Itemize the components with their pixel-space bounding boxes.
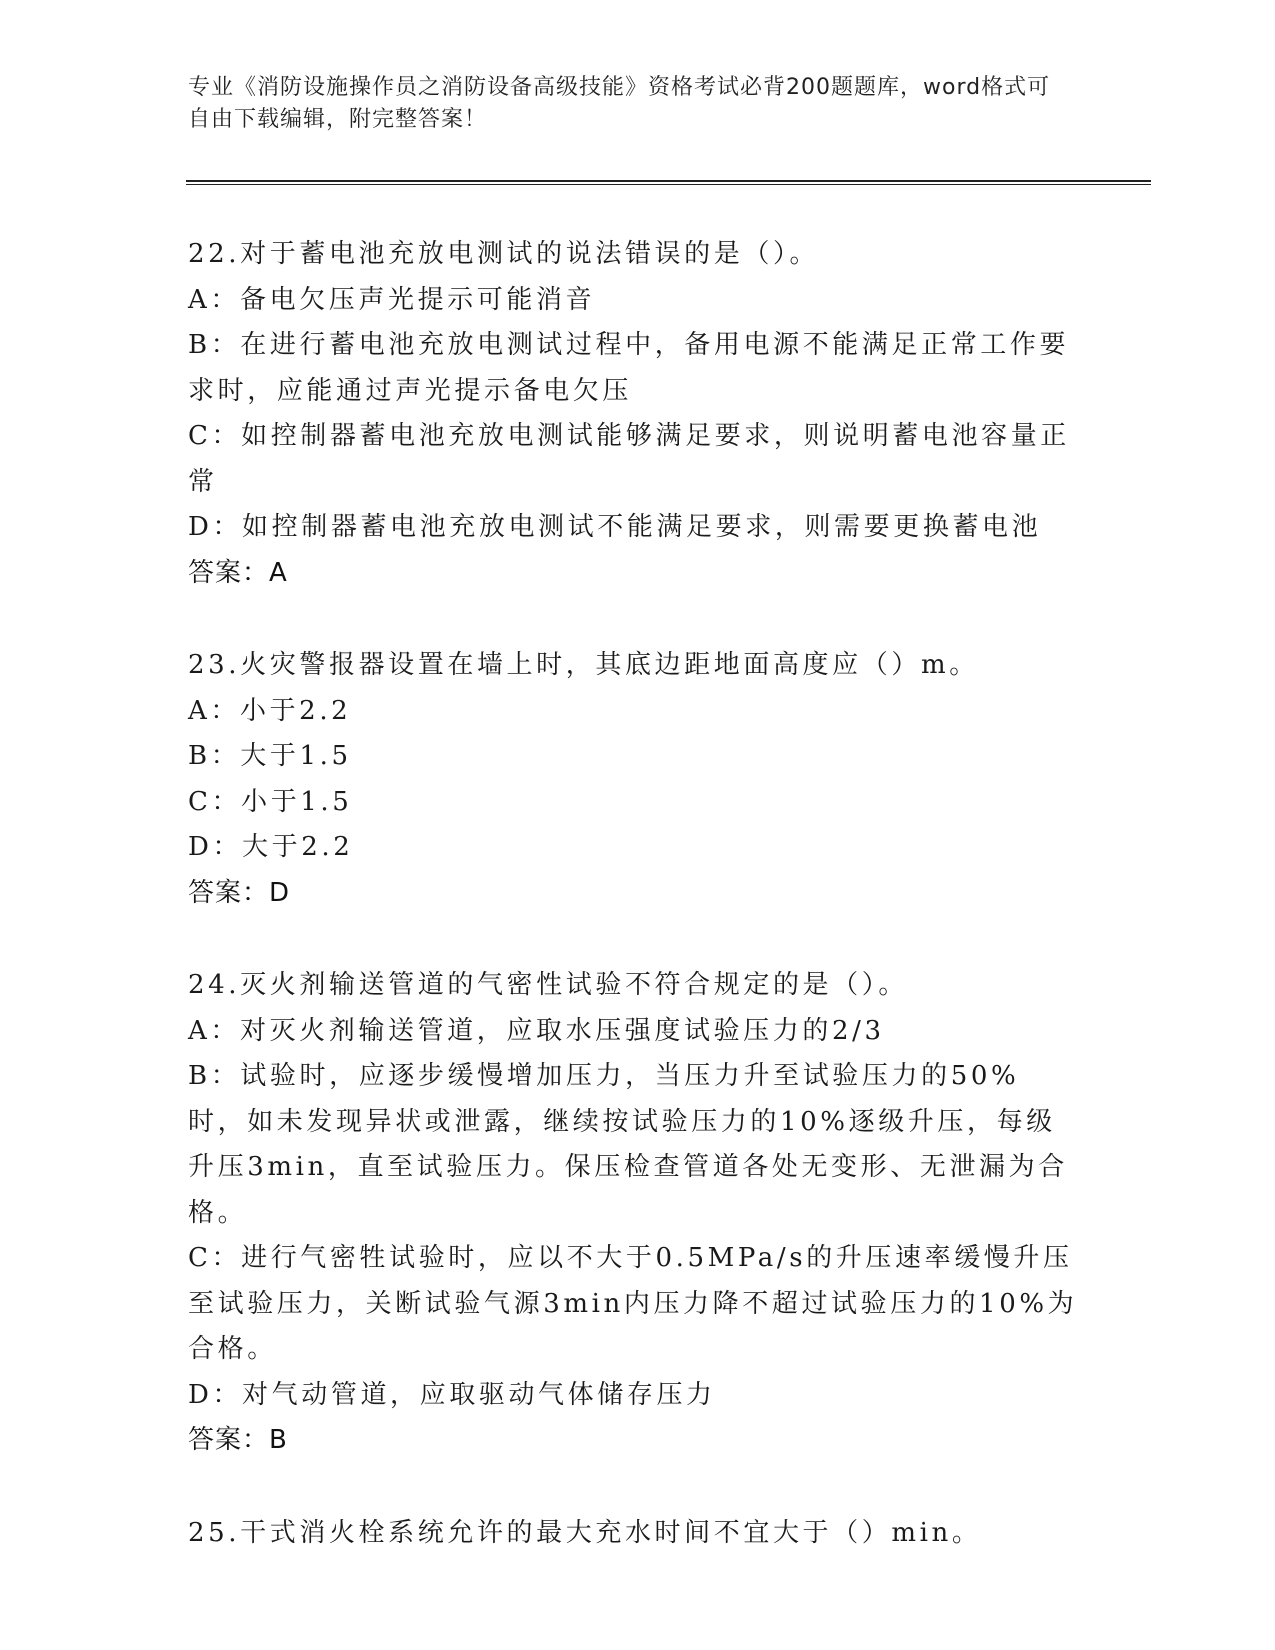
header-rule-thin	[186, 184, 1151, 185]
option-a: A：对灭火剂输送管道，应取水压强度试验压力的2/3	[188, 1015, 885, 1046]
answer: 答案：A	[188, 557, 288, 588]
question-23	[188, 643, 1078, 916]
question-stem: 23.火灾警报器设置在墙上时，其底边距地面高度应（）m。	[188, 650, 979, 680]
option-c: C：进行气密牲试验时，应以不大于0.5MPa/s的升压速率缓慢升压至试验压力，关断试验气源3min内压力降不超过试验压力的10%为合格。	[188, 1243, 1078, 1364]
header-rule	[186, 180, 1151, 182]
question-24	[188, 963, 1078, 1464]
option-b: B：大于1.5	[188, 741, 352, 771]
option-a: A：小于2.2	[188, 695, 352, 726]
question-25	[188, 1511, 1078, 1557]
question-stem: 22.对于蓄电池充放电测试的说法错误的是（）。	[188, 239, 820, 269]
option-c: C：小于1.5	[188, 786, 353, 817]
question-list	[188, 232, 1078, 1603]
option-b: B：在进行蓄电池充放电测试过程中，备用电源不能满足正常工作要求时，应能通过声光提示备电欠压	[188, 330, 1070, 406]
question-stem: 24.灭火剂输送管道的气密性试验不符合规定的是（）。	[188, 970, 908, 1000]
option-d: D：对气动管道，应取驱动气体储存压力	[188, 1379, 716, 1410]
option-d: D：如控制器蓄电池充放电测试不能满足要求，则需要更换蓄电池	[188, 512, 1042, 542]
option-a: A：备电欠压声光提示可能消音	[188, 284, 596, 315]
question-stem: 25.干式消火栓系统允许的最大充水时间不宜大于（）min。	[188, 1517, 982, 1548]
option-b: B：试验时，应逐步缓慢增加压力，当压力升至试验压力的50%时，如未发现异状或泄露，继续按试验压力的10%逐级升压，每级升压3min，直至试验压力。保压检查管道各处无变形、无泄漏为合格。	[188, 1061, 1068, 1228]
question-22	[188, 232, 1078, 596]
option-c: C：如控制器蓄电池充放电测试能够满足要求，则说明蓄电池容量正常	[188, 421, 1070, 497]
answer: 答案：D	[188, 877, 291, 908]
answer: 答案：B	[188, 1425, 288, 1455]
document-header: 专业《消防设施操作员之消防设备高级技能》资格考试必背200题题库，word格式可自由下载编辑，附完整答案！	[188, 75, 1051, 132]
option-d: D：大于2.2	[188, 832, 354, 862]
